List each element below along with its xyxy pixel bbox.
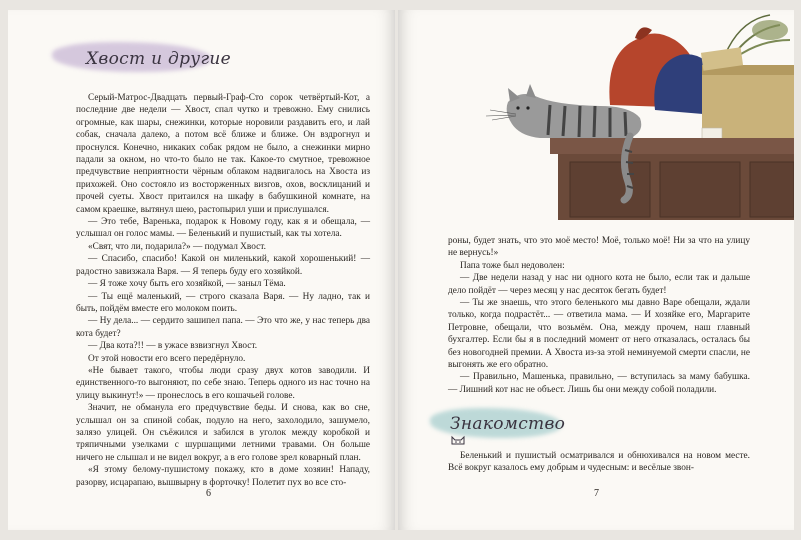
paragraph: — Правильно, Машенька, правильно, — вступилась за маму бабушка. — Лишний кот нас не объест. Лишь бы они между собой поладили. [448, 372, 750, 395]
paragraph: роны, будет знать, что это моё место! Моё, только моё! Ни за что на улицу не вернусь!» [448, 236, 750, 259]
paragraph: — Это тебе, Варенька, подарок к Новому году, как я и обещала, — услышал он голос мамы. — Беленький и пушистый, как ты хотела. [76, 217, 370, 240]
page-number-right: 7 [594, 488, 599, 499]
chapter-title: Хвост и другие [86, 49, 231, 69]
left-page [8, 10, 395, 530]
paragraph: Беленький и пушистый осматривался и обнюхивался на новом месте. Всё вокруг казалось ему добрым и чудесным: и весёлые звон- [448, 451, 750, 474]
paragraph: — Спасибо, спасибо! Какой он миленький, какой хорошенький! — радостно завизжала Варя. — Я теперь буду его хозяйкой. [76, 254, 370, 277]
chapter-heading-left [58, 44, 231, 74]
paragraph: Серый-Матрос-Двадцать первый-Граф-Сто сорок четвёртый-Кот, а последние две недели — Хвост, спал чутко и тревожно. Ему снились огромные, как шары, снежинки, которые норовили раздавить его, и лай собак, сначала далеко, а потом всё ближе и ближе. Он вздрогнул и проснулся. Конечно, никаких собак рядом не было, а снежинки мирно падали за окном, но что-то было не так. Какое-то смутное, тревожное предчувствие неприятности чёрным облаком надвигалось на Хвоста из прихожей. Оно состояло из восторженных визгов, охов, восклицаний и прочей суеты. Хвост притаился на шкафу в бабушкиной комнате, на самом краешке, вытянул шею, растопырил уши и прислушался. [76, 93, 370, 215]
paragraph: — Два кота?!! — в ужасе взвизгнул Хвост. [88, 341, 258, 352]
paragraph: От этой новости его всего передёрнуло. [88, 353, 246, 364]
left-body-text [76, 92, 370, 489]
paragraph: — Ну дела... — сердито зашипел папа. — Это что же, у нас теперь два кота будет? [76, 316, 370, 339]
illustration-cat-on-shelf [480, 10, 794, 225]
shelf-top [550, 138, 794, 154]
paragraph: «Не бывает такого, чтобы люди сразу двух котов заводили. И единственного-то выгоняют, по себе знаю. Теперь одного из нас точно на улицу выкинут!» — пронеслось в его кошачьей голове. [76, 365, 370, 401]
chapter-heading-right [430, 408, 570, 440]
right-page [398, 10, 794, 530]
paragraph: «Я этому белому-пушистому покажу, кто в доме хозяин! Нападу, разорву, исцарапаю, вышвырну в форточку! Полетит пух во все сто- [76, 465, 370, 488]
right-body-text-top [448, 235, 750, 396]
paragraph: — Ты же знаешь, что этого беленького мы давно Варе обещали, ждали только, когда подрастёт... — ответила мама. — И хозяйке его, Маргарите Петровне, обещали, что возьмём. Она, между прочем, наш главный бухгалтер. Если бы я в последний момент от него отказалась, осталась бы без новогодней премии. А Хвоста из-за этой неминуемой смерти спасли, не выгонять же его обратно. [448, 298, 750, 371]
paragraph: Папа тоже был недоволен: [460, 260, 565, 271]
paragraph: Значит, не обманула его предчувствие беды. И снова, как во сне, услышал он за спиной собак, подуло на него, захолодило, зашумело, залязо улицей. Он съёжился и забился в уголок между коробкой и тряпичными узелками с шуршащими летними травами. Он больше ничего не слышал и не видел вокруг, а в его голове зрел коварный план. [76, 403, 370, 463]
chapter-title: Знакомство [450, 414, 566, 434]
right-body-text-bottom [448, 450, 750, 475]
paragraph: — Ты ещё маленький, — строго сказала Варя. — Ну ладно, так и быть, пойдём вместе его молоком поить. [76, 291, 370, 314]
paragraph: — Я тоже хочу быть его хозяйкой, — заныл Тёма. [88, 279, 286, 290]
cat-face-icon [450, 434, 466, 446]
paragraph: — Две недели назад у нас ни одного кота не было, если так и дальше дело пойдёт — через месяц у нас десяток бегать будет! [448, 273, 750, 296]
page-number-left: 6 [206, 488, 211, 499]
paragraph: «Свят, что ли, подарила?» — подумал Хвост. [88, 241, 266, 252]
